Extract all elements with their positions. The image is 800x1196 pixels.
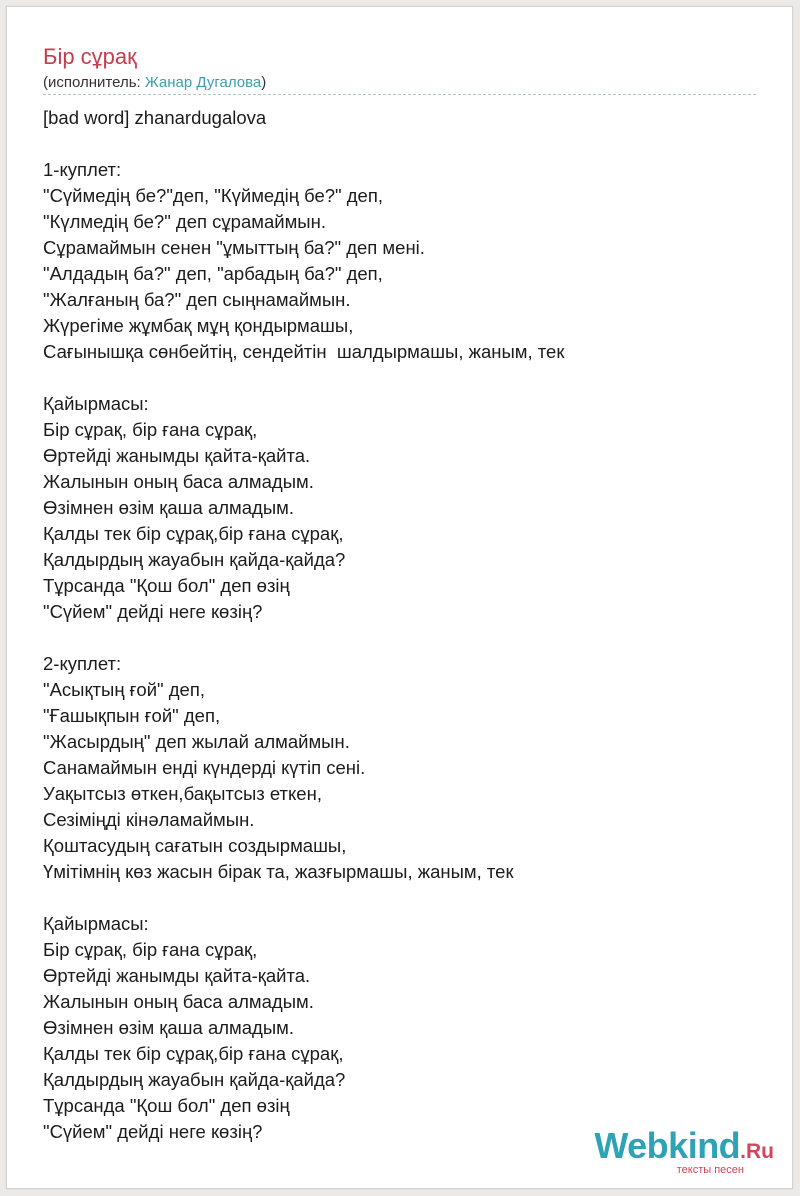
watermark-tagline: тексты песен [676, 1164, 744, 1176]
performer-prefix: (исполнитель: [43, 74, 145, 91]
lyrics-page [6, 6, 793, 1189]
watermark-tld: .Ru [740, 1140, 774, 1163]
lyrics-text: [bad word] zhanardugalova 1-куплет: "Сүймедің бе?"деп, "Күймедің бе?" деп, "Күлмедің бе?" деп сұрамаймын. Сұрамаймын сенен "ұмыттың ба?" деп мені. "Алдадың ба?" деп, "арбадың ба?" деп, "Жалғаның ба?" деп сыңнамаймын. Жүрегіме жұмбақ мұң қондырмашы, Сағынышқа сөнбейтің, сендейтін шалдырмашы, жаным, тек Қайырмасы: Бір сұрақ, бір ғана сұрақ, Өртейді жанымды қайта-қайта. Жалынын оның баса алмадым. Өзімнен өзім қаша алмадым. Қалды тек бір сұрақ,бір ғана сұрақ, Қалдырдың жауабын қайда-қайда? Тұрсанда "Қош бол" деп өзің "Сүйем" дейді неге көзің? 2-куплет: "Асықтың ғой" деп, "Ғашықпын ғой" деп, "Жасырдың" деп жылай алмаймын. Санамаймын енді күндерді күтіп сені. Уақытсыз өткен,бақытсыз еткен, Сезіміңді кінәламаймын. Қоштасудың сағатын создырмашы, Үмітімнің көз жасын бірак та, жазғырмашы, жаным, тек Қайырмасы: Бір сұрақ, бір ғана сұрақ, Өртейді жанымды қайта-қайта. Жалынын оның баса алмадым. Өзімнен өзім қаша алмадым. Қалды тек бір сұрақ,бір ғана сұрақ, Қалдырдың жауабын қайда-қайда? Тұрсанда "Қош бол" деп өзің "Сүйем" дейді неге көзің? [43, 107, 565, 1142]
webkind-watermark [594, 1127, 774, 1176]
performer-line [43, 73, 266, 93]
performer-suffix: ) [261, 74, 267, 91]
song-title: Бір сұрақ [43, 44, 137, 69]
dashed-divider [43, 94, 756, 95]
performer-link[interactable]: Жанар Дугалова [144, 74, 262, 91]
watermark-brand: Webkind [594, 1125, 741, 1166]
